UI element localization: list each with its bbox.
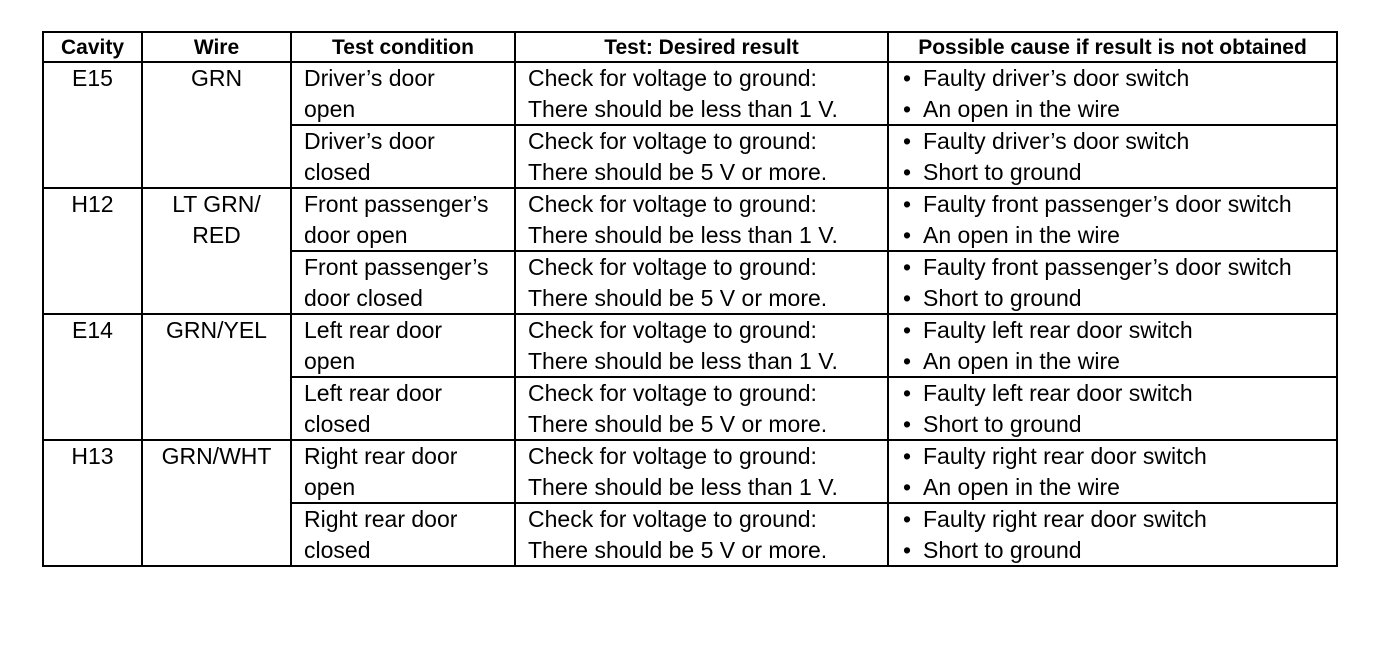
- test-condition-line: open: [304, 95, 356, 122]
- desired-result-cell: [515, 251, 888, 314]
- desired-result-line: Check for voltage to ground:: [528, 506, 817, 532]
- possible-cause-cell: [888, 314, 1337, 377]
- cause-list-item: [903, 346, 1330, 377]
- bullet-dot: •: [903, 536, 912, 563]
- test-condition-line: closed: [304, 410, 371, 437]
- desired-result-line: There should be less than 1 V.: [528, 95, 838, 122]
- desired-result-line: There should be 5 V or more.: [528, 536, 828, 563]
- test-condition-line: door closed: [304, 284, 423, 311]
- cause-text: An open in the wire: [923, 473, 1120, 500]
- wire-cell: [142, 188, 291, 314]
- table-row: [43, 314, 1337, 377]
- desired-result-line: There should be less than 1 V.: [528, 221, 838, 248]
- bullet-dot: •: [903, 221, 912, 248]
- cause-text: Faulty left rear door switch: [923, 380, 1193, 406]
- bullet-dot: •: [903, 254, 912, 280]
- cause-text: Faulty driver’s door switch: [923, 128, 1190, 154]
- desired-result-line: Check for voltage to ground:: [528, 254, 817, 280]
- cavity-cell: H13: [43, 440, 142, 566]
- cause-text: Faulty driver’s door switch: [923, 65, 1190, 91]
- header-cavity: Cavity: [43, 32, 142, 62]
- cause-list-item: [903, 63, 1330, 94]
- bullet-dot: •: [903, 65, 912, 91]
- cause-text: Short to ground: [923, 158, 1082, 185]
- desired-result-line: Check for voltage to ground:: [528, 443, 817, 469]
- possible-cause-cell: [888, 377, 1337, 440]
- desired-result-cell: [515, 377, 888, 440]
- desired-result-cell: [515, 314, 888, 377]
- table-header-row: [43, 32, 1337, 62]
- bullet-dot: •: [903, 443, 912, 469]
- test-condition-cell: [291, 62, 515, 125]
- connector-test-table: [42, 31, 1338, 567]
- wire-color-line: GRN: [190, 65, 243, 91]
- wire-color-line: RED: [192, 221, 241, 248]
- test-condition-cell: [291, 125, 515, 188]
- header-test-condition: Test condition: [291, 32, 515, 62]
- cause-list-item: [903, 535, 1330, 566]
- table-body: [43, 62, 1337, 566]
- possible-cause-cell: [888, 125, 1337, 188]
- bullet-dot: •: [903, 128, 912, 154]
- test-condition-line: Driver’s door: [304, 128, 435, 154]
- desired-result-line: There should be 5 V or more.: [528, 284, 828, 311]
- test-condition-cell: [291, 251, 515, 314]
- cavity-cell: E14: [43, 314, 142, 440]
- test-condition-cell: [291, 314, 515, 377]
- cause-text: An open in the wire: [923, 347, 1120, 374]
- possible-cause-cell: [888, 62, 1337, 125]
- desired-result-line: There should be 5 V or more.: [528, 158, 828, 185]
- cause-list-item: [903, 504, 1330, 535]
- table-row: [43, 188, 1337, 251]
- cause-list-item: [903, 409, 1330, 440]
- desired-result-cell: [515, 62, 888, 125]
- bullet-dot: •: [903, 158, 912, 185]
- test-condition-line: Left rear door: [304, 380, 443, 406]
- bullet-dot: •: [903, 506, 912, 532]
- cause-list-item: [903, 472, 1330, 503]
- bullet-dot: •: [903, 317, 912, 343]
- test-condition-line: Right rear door: [304, 506, 458, 532]
- cause-text: Short to ground: [923, 536, 1082, 563]
- cavity-cell: E15: [43, 62, 142, 188]
- cause-list-item: [903, 189, 1330, 220]
- cavity-cell: H12: [43, 188, 142, 314]
- cause-list-item: [903, 283, 1330, 314]
- bullet-dot: •: [903, 380, 912, 406]
- wire-cell: [142, 440, 291, 566]
- table-row: [43, 440, 1337, 503]
- desired-result-cell: [515, 503, 888, 566]
- cause-text: Short to ground: [923, 410, 1082, 437]
- possible-cause-cell: [888, 440, 1337, 503]
- test-condition-line: closed: [304, 158, 371, 185]
- test-condition-line: door open: [304, 221, 408, 248]
- desired-result-line: Check for voltage to ground:: [528, 191, 817, 217]
- possible-cause-cell: [888, 251, 1337, 314]
- bullet-dot: •: [903, 284, 912, 311]
- cause-list-item: [903, 441, 1330, 472]
- wire-color-line: GRN/WHT: [161, 443, 272, 469]
- possible-cause-cell: [888, 503, 1337, 566]
- desired-result-line: There should be less than 1 V.: [528, 473, 838, 500]
- test-condition-cell: [291, 503, 515, 566]
- test-condition-line: closed: [304, 536, 371, 563]
- cause-text: Faulty right rear door switch: [923, 443, 1207, 469]
- header-desired-result: Test: Desired result: [515, 32, 888, 62]
- cause-text: Short to ground: [923, 284, 1082, 311]
- cause-text: Faulty right rear door switch: [923, 506, 1207, 532]
- desired-result-cell: [515, 125, 888, 188]
- cause-list-item: [903, 126, 1330, 157]
- desired-result-line: There should be 5 V or more.: [528, 410, 828, 437]
- bullet-dot: •: [903, 95, 912, 122]
- test-condition-line: Front passenger’s: [304, 191, 489, 217]
- cause-list-item: [903, 252, 1330, 283]
- cause-list-item: [903, 315, 1330, 346]
- test-condition-line: Driver’s door: [304, 65, 435, 91]
- bullet-dot: •: [903, 473, 912, 500]
- wire-color-line: GRN/YEL: [166, 317, 267, 343]
- cause-text: Faulty front passenger’s door switch: [923, 191, 1292, 217]
- wire-cell: [142, 314, 291, 440]
- cause-list-item: [903, 94, 1330, 125]
- test-condition-line: open: [304, 473, 356, 500]
- wire-color-line: LT GRN/: [172, 191, 261, 217]
- cause-text: An open in the wire: [923, 95, 1120, 122]
- wire-cell: [142, 62, 291, 188]
- desired-result-line: Check for voltage to ground:: [528, 65, 817, 91]
- cause-list-item: [903, 157, 1330, 188]
- test-condition-cell: [291, 377, 515, 440]
- test-condition-cell: [291, 188, 515, 251]
- possible-cause-cell: [888, 188, 1337, 251]
- desired-result-line: Check for voltage to ground:: [528, 317, 817, 343]
- cause-list-item: [903, 220, 1330, 251]
- cause-text: Faulty front passenger’s door switch: [923, 254, 1292, 280]
- desired-result-line: Check for voltage to ground:: [528, 128, 817, 154]
- desired-result-line: Check for voltage to ground:: [528, 380, 817, 406]
- table-row: [43, 62, 1337, 125]
- cause-text: Faulty left rear door switch: [923, 317, 1193, 343]
- test-condition-cell: [291, 440, 515, 503]
- test-condition-line: Front passenger’s: [304, 254, 489, 280]
- desired-result-cell: [515, 440, 888, 503]
- header-wire: Wire: [142, 32, 291, 62]
- header-possible-cause: Possible cause if result is not obtained: [888, 32, 1337, 62]
- desired-result-cell: [515, 188, 888, 251]
- cause-list-item: [903, 378, 1330, 409]
- bullet-dot: •: [903, 191, 912, 217]
- test-condition-line: Left rear door: [304, 317, 443, 343]
- desired-result-line: There should be less than 1 V.: [528, 347, 838, 374]
- test-condition-line: open: [304, 347, 356, 374]
- cause-text: An open in the wire: [923, 221, 1120, 248]
- bullet-dot: •: [903, 347, 912, 374]
- bullet-dot: •: [903, 410, 912, 437]
- test-condition-line: Right rear door: [304, 443, 458, 469]
